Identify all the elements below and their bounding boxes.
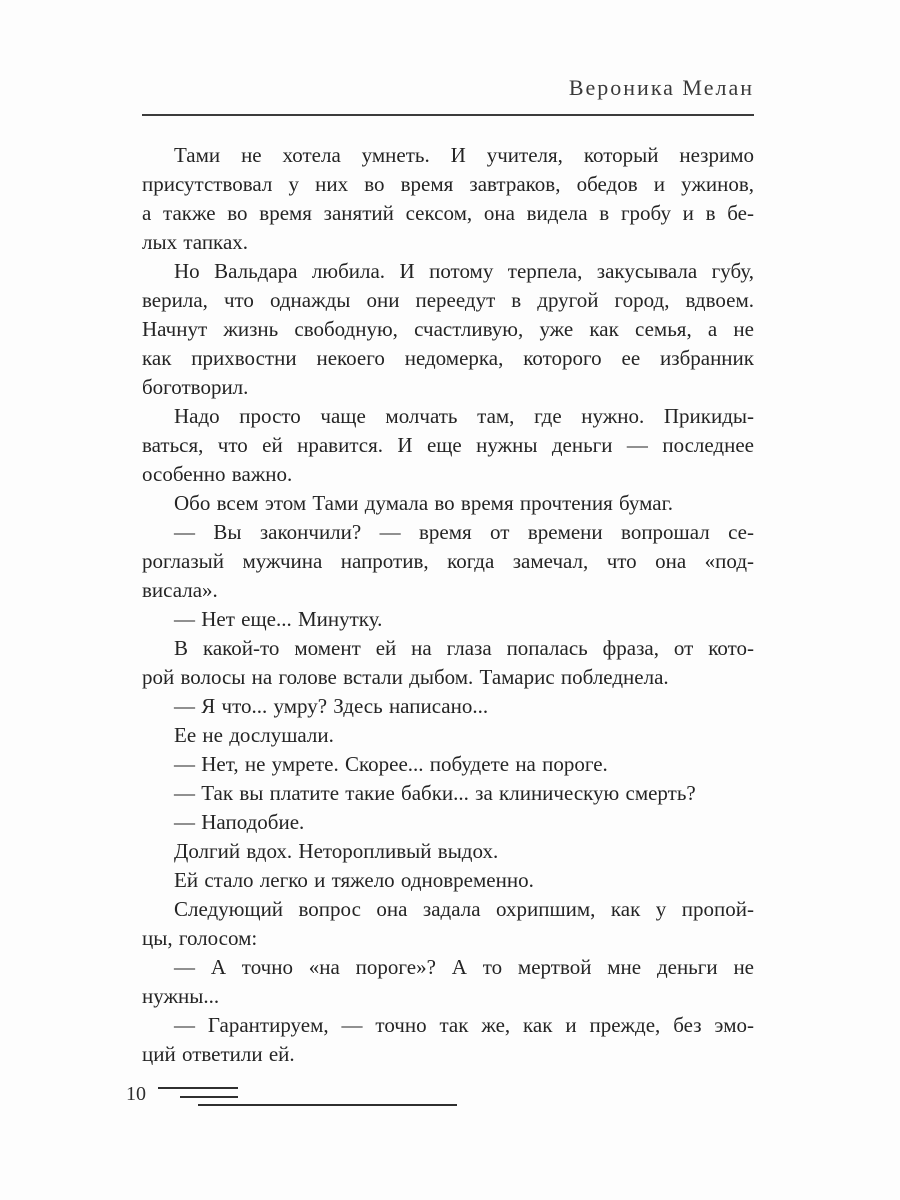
text-line: ваться, что ей нравится. И еще нужны деньги — последнее (142, 433, 754, 457)
running-header-author: Вероника Мелан (568, 75, 754, 100)
text-line: верила, что однажды они переедут в другой город, вдвоем. (142, 288, 754, 312)
text-line: роглазый мужчина напротив, когда замечал, что она «под- (142, 549, 754, 573)
text-line: Обо всем этом Тами думала во время прочтения бумаг. (174, 491, 674, 515)
text-line: — Вы закончили? — время от времени вопрошал се- (174, 520, 754, 544)
paragraph (142, 721, 754, 750)
text-line: — А точно «на пороге»? А то мертвой мне деньги не (174, 955, 754, 979)
paragraph (142, 518, 754, 605)
text-line: — Нет еще... Минутку. (174, 607, 383, 631)
paragraph (142, 953, 754, 1011)
text-line: цы, голосом: (142, 926, 258, 950)
paragraph (142, 489, 754, 518)
text-line: — Нет, не умрете. Скорее... побудете на пороге. (174, 752, 608, 776)
text-line: лых тапках. (142, 230, 249, 254)
text-line: В какой-то момент ей на глаза попалась фраза, от кото- (174, 636, 754, 660)
text-line: Начнут жизнь свободную, счастливую, уже как семья, а не (142, 317, 754, 341)
footer-ornament-line-2 (180, 1096, 238, 1098)
text-line: Долгий вдох. Неторопливый выдох. (174, 839, 499, 863)
paragraph (142, 1011, 754, 1069)
page-text (142, 141, 754, 1069)
text-line: — Наподобие. (174, 810, 305, 834)
text-line: Тами не хотела умнеть. И учителя, который незримо (174, 143, 754, 167)
text-line: рой волосы на голове встали дыбом. Тамарис побледнела. (142, 665, 669, 689)
footer-ornament-line-3 (198, 1104, 457, 1106)
text-line: а также во время занятий сексом, она видела в гробу и в бе- (142, 201, 754, 225)
text-line: Ей стало легко и тяжело одновременно. (174, 868, 534, 892)
paragraph (142, 141, 754, 257)
text-line: висала». (142, 578, 218, 602)
paragraph (142, 866, 754, 895)
text-line: боготворил. (142, 375, 249, 399)
text-line: особенно важно. (142, 462, 293, 486)
page-number: 10 (126, 1083, 146, 1105)
paragraph (142, 402, 754, 489)
text-line: — Так вы платите такие бабки... за клиническую смерть? (174, 781, 696, 805)
text-line: Следующий вопрос она задала охрипшим, как у пропой- (174, 897, 754, 921)
paragraph (142, 750, 754, 779)
header-rule (142, 114, 754, 116)
paragraph (142, 634, 754, 692)
text-line: как прихвостни некоего недомерка, которого ее избранник (142, 346, 754, 370)
text-line: — Гарантируем, — точно так же, как и прежде, без эмо- (174, 1013, 754, 1037)
text-line: Надо просто чаще молчать там, где нужно. Прикиды- (174, 404, 754, 428)
paragraph (142, 605, 754, 634)
paragraph (142, 837, 754, 866)
paragraph (142, 692, 754, 721)
text-line: Ее не дослушали. (174, 723, 334, 747)
text-line: ций ответили ей. (142, 1042, 295, 1066)
text-line: нужны... (142, 984, 220, 1008)
text-line: — Я что... умру? Здесь написано... (174, 694, 489, 718)
text-line: присутствовал у них во время завтраков, обедов и ужинов, (142, 172, 754, 196)
paragraph (142, 808, 754, 837)
paragraph (142, 779, 754, 808)
paragraph (142, 895, 754, 953)
text-line: Но Вальдара любила. И потому терпела, закусывала губу, (174, 259, 754, 283)
paragraph (142, 257, 754, 402)
footer-ornament-line-1 (158, 1087, 238, 1089)
